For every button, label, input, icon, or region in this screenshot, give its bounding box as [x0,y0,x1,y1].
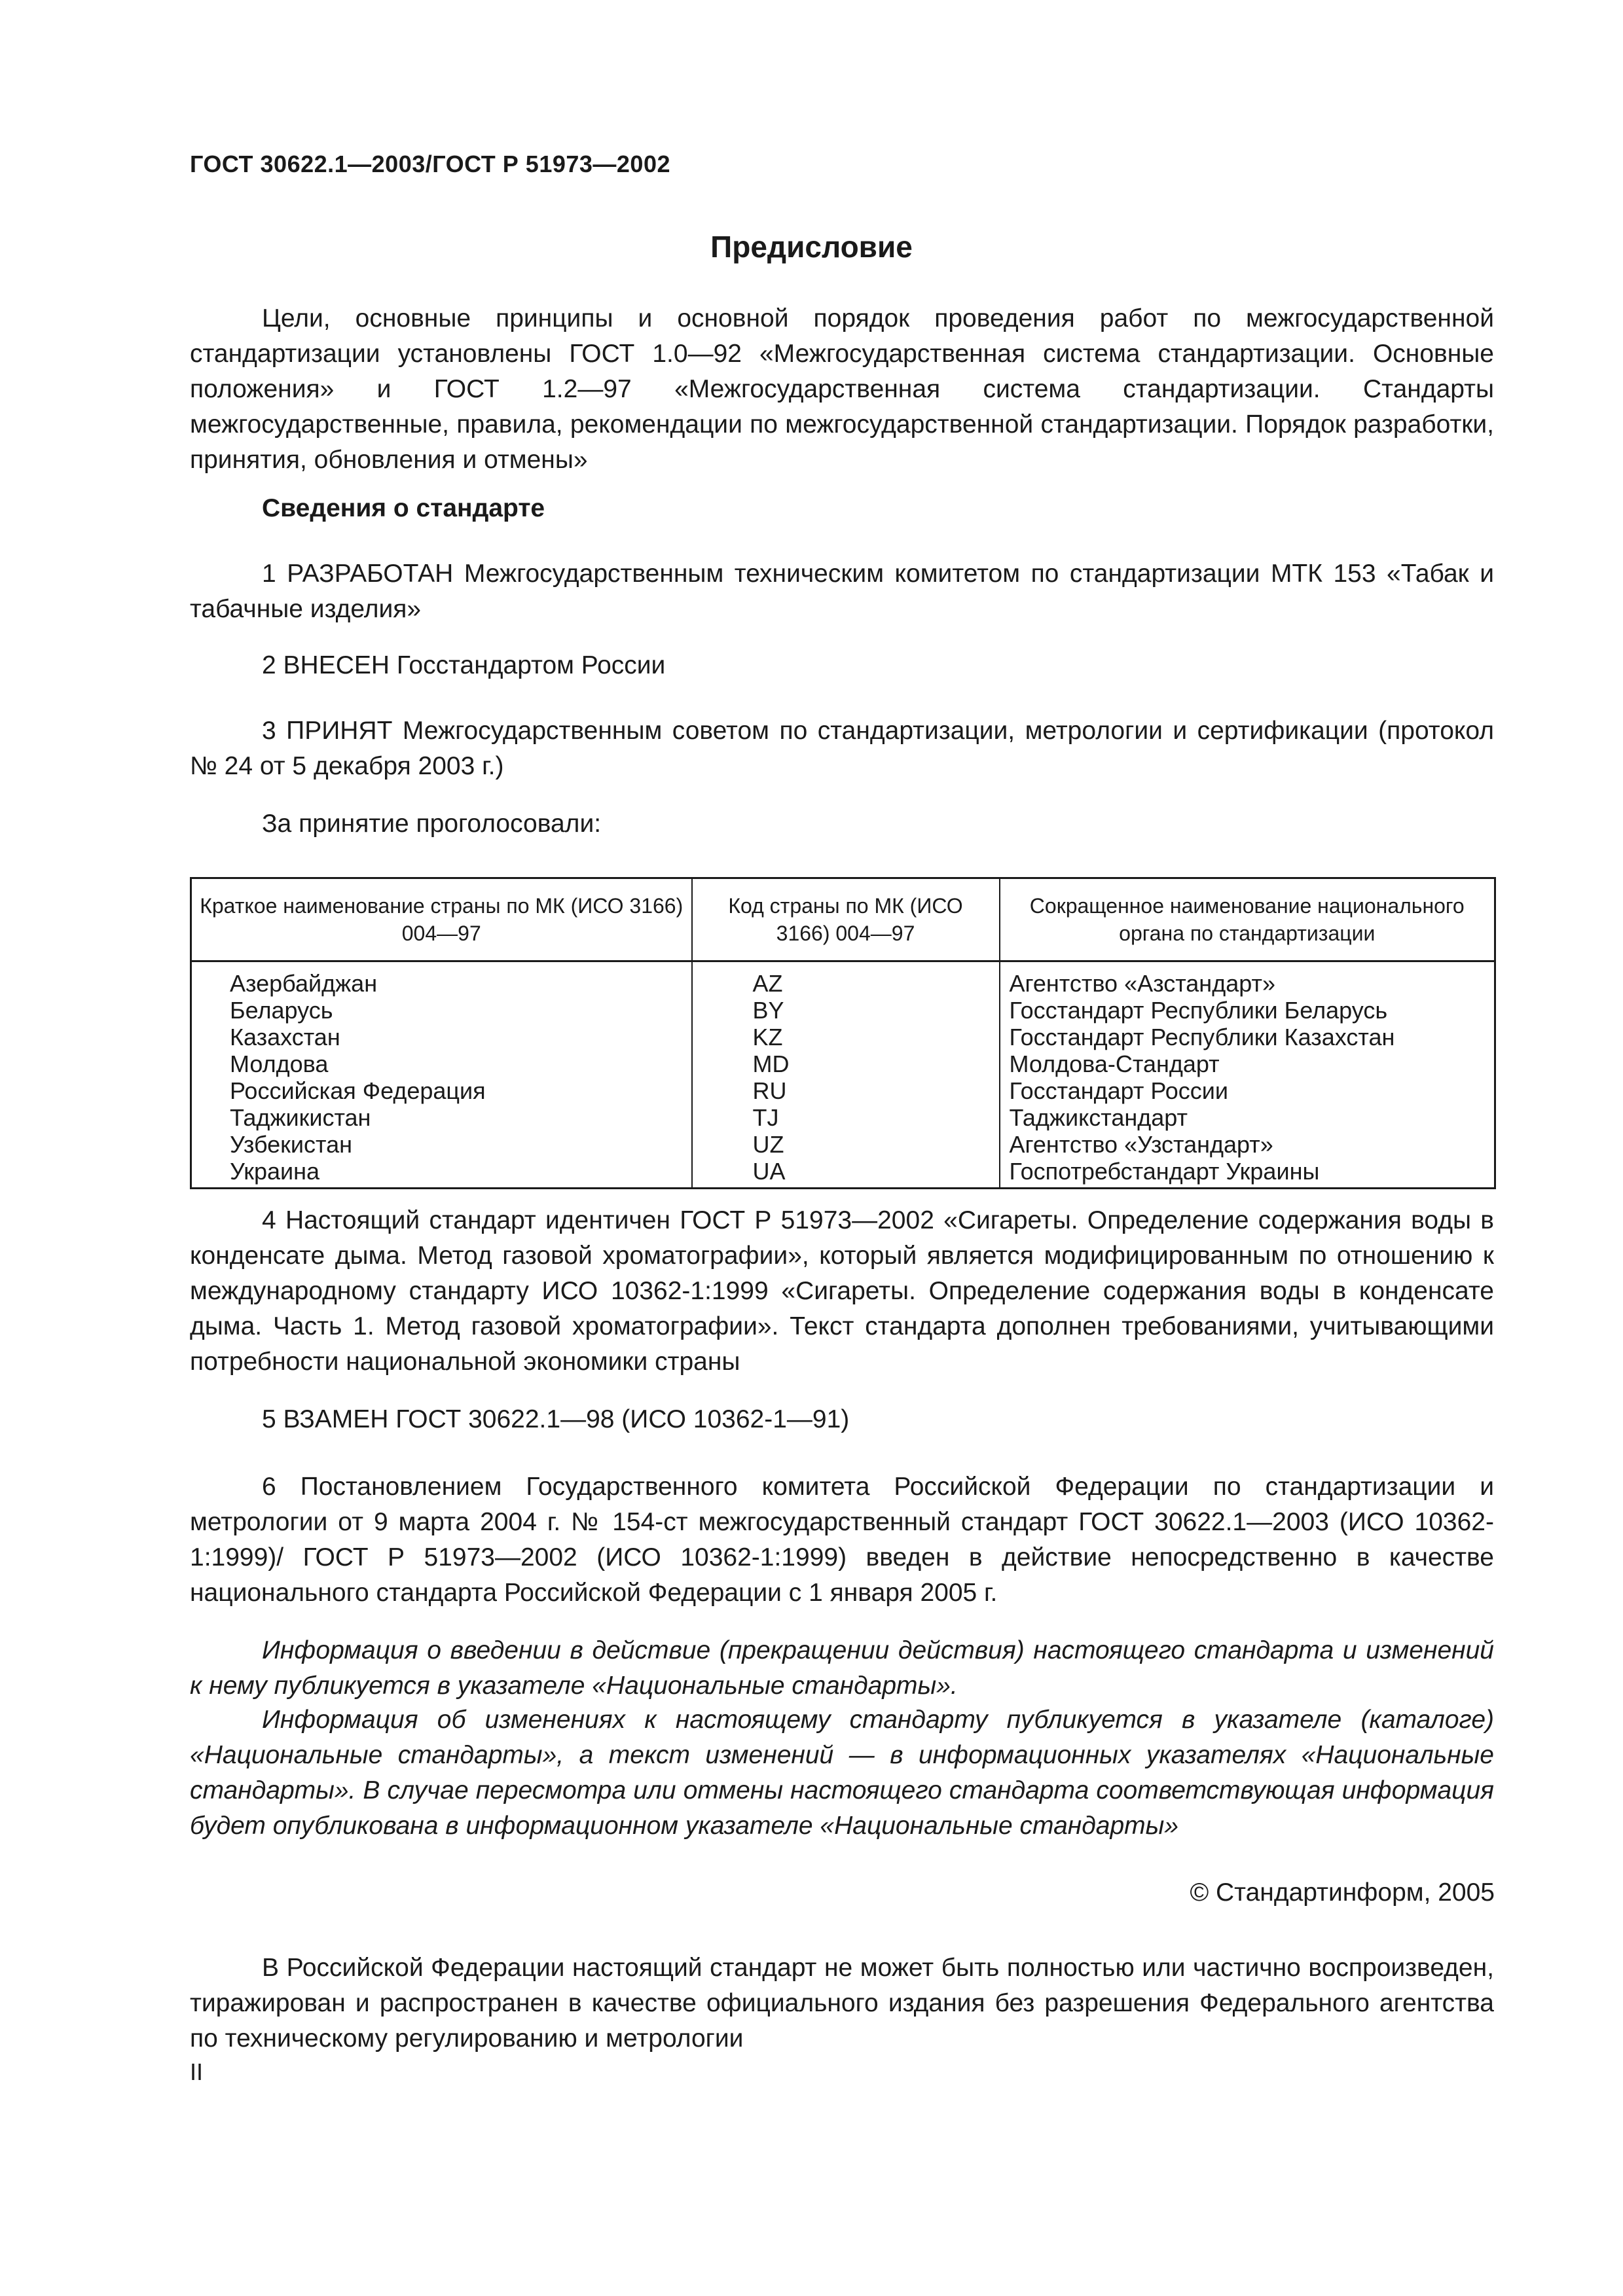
table-row [191,1024,1495,1050]
country-cell: Российская Федерация [191,1077,692,1104]
table-row [191,961,1495,997]
document-header: ГОСТ 30622.1—2003/ГОСТ Р 51973—2002 [190,151,670,177]
country-cell: Таджикистан [191,1104,692,1131]
table-row [191,1077,1495,1104]
column-header-country: Краткое наименование страны по МК (ИСО 3166) 004—97 [191,878,692,961]
table-row [191,1050,1495,1077]
code-cell: RU [692,1077,1000,1104]
agency-cell: Госпотребстандарт Украины [1000,1158,1495,1189]
country-cell: Беларусь [191,997,692,1024]
table-row [191,1158,1495,1189]
country-cell: Узбекистан [191,1131,692,1158]
agency-cell: Госстандарт России [1000,1077,1495,1104]
table-row [191,1131,1495,1158]
code-cell: UZ [692,1131,1000,1158]
voted-label: За принятие проголосовали: [262,810,602,838]
code-cell: KZ [692,1024,1000,1050]
info-italic-paragraph-2: Информация об изменениях к настоящему стандарту публикуется в указателе (каталоге) «Национальные стандарты», а текст изменений — в информационных указателях «Национальные стандарты». В случае пересмотра или отмены настоящего стандарта соответствующая информация будет опубликована в информационном указателе «Национальные стандарты» [190,1706,1494,1840]
agency-cell: Госстандарт Республики Казахстан [1000,1024,1495,1050]
agency-cell: Агентство «Азстандарт» [1000,961,1495,997]
item-4-paragraph: 4 Настоящий стандарт идентичен ГОСТ Р 51973—2002 «Сигареты. Определение содержания воды в конденсате дыма. Метод газовой хроматографии», который является модифицированным по отношению к международному стандарту ИСО 10362-1:1999 «Сигареты. Определение содержания воды в конденсате дыма. Часть 1. Метод газовой хроматографии». Текст стандарта дополнен требованиями, учитывающими потребности национальной экономики страны [190,1206,1494,1376]
item-6-paragraph: 6 Постановлением Государственного комитета Российской Федерации по стандартизации и метрологии от 9 марта 2004 г. № 154-ст межгосударственный стандарт ГОСТ 30622.1—2003 (ИСО 10362-1:1999)/ ГОСТ Р 51973—2002 (ИСО 10362-1:1999) введен в действие непосредственно в качестве национального стандарта Российской Федерации с 1 января 2005 г. [190,1473,1494,1607]
table-row [191,1104,1495,1131]
countries-table [190,877,1496,1189]
agency-cell: Госстандарт Республики Беларусь [1000,997,1495,1024]
section-heading: Сведения о стандарте [262,494,545,522]
info-italic-paragraph-1: Информация о введении в действие (прекращении действия) настоящего стандарта и изменений к нему публикуется в указателе «Национальные стандарты». [190,1636,1494,1700]
item-2-paragraph: 2 ВНЕСЕН Госстандартом России [262,651,666,679]
column-header-agency: Сокращенное наименование национального органа по стандартизации [1000,878,1495,961]
reproduction-notice: В Российской Федерации настоящий стандарт не может быть полностью или частично воспроизведен, тиражирован и распространен в качестве официального издания без разрешения Федерального агентства по техническому регулированию и метрологии [190,1954,1494,2053]
country-cell: Казахстан [191,1024,692,1050]
agency-cell: Агентство «Узстандарт» [1000,1131,1495,1158]
item-1-paragraph: 1 РАЗРАБОТАН Межгосударственным техническим комитетом по стандартизации МТК 153 «Табак и табачные изделия» [190,560,1494,623]
item-5-paragraph: 5 ВЗАМЕН ГОСТ 30622.1—98 (ИСО 10362-1—91) [262,1405,850,1433]
agency-cell: Молдова-Стандарт [1000,1050,1495,1077]
code-cell: MD [692,1050,1000,1077]
code-cell: TJ [692,1104,1000,1131]
code-cell: BY [692,997,1000,1024]
column-header-code: Код страны по МК (ИСО 3166) 004—97 [692,878,1000,961]
table-header-row [191,878,1495,961]
country-cell: Азербайджан [191,961,692,997]
table-row [191,997,1495,1024]
item-3-paragraph: 3 ПРИНЯТ Межгосударственным советом по стандартизации, метрологии и сертификации (протокол № 24 от 5 декабря 2003 г.) [190,717,1494,780]
code-cell: AZ [692,961,1000,997]
code-cell: UA [692,1158,1000,1189]
copyright-notice: © Стандартинформ, 2005 [1190,1878,1495,1907]
intro-paragraph: Цели, основные принципы и основной порядок проведения работ по межгосударственной стандартизации установлены ГОСТ 1.0—92 «Межгосударственная система стандартизации. Основные положения» и ГОСТ 1.2—97 «Межгосударственная система стандартизации. Стандарты межгосударственные, правила, рекомендации по межгосударственной стандартизации. Порядок разработки, принятия, обновления и отмены» [190,304,1494,474]
page-number: II [190,2058,204,2085]
page-title: Предисловие [710,230,913,264]
country-cell: Молдова [191,1050,692,1077]
agency-cell: Таджикстандарт [1000,1104,1495,1131]
country-cell: Украина [191,1158,692,1189]
